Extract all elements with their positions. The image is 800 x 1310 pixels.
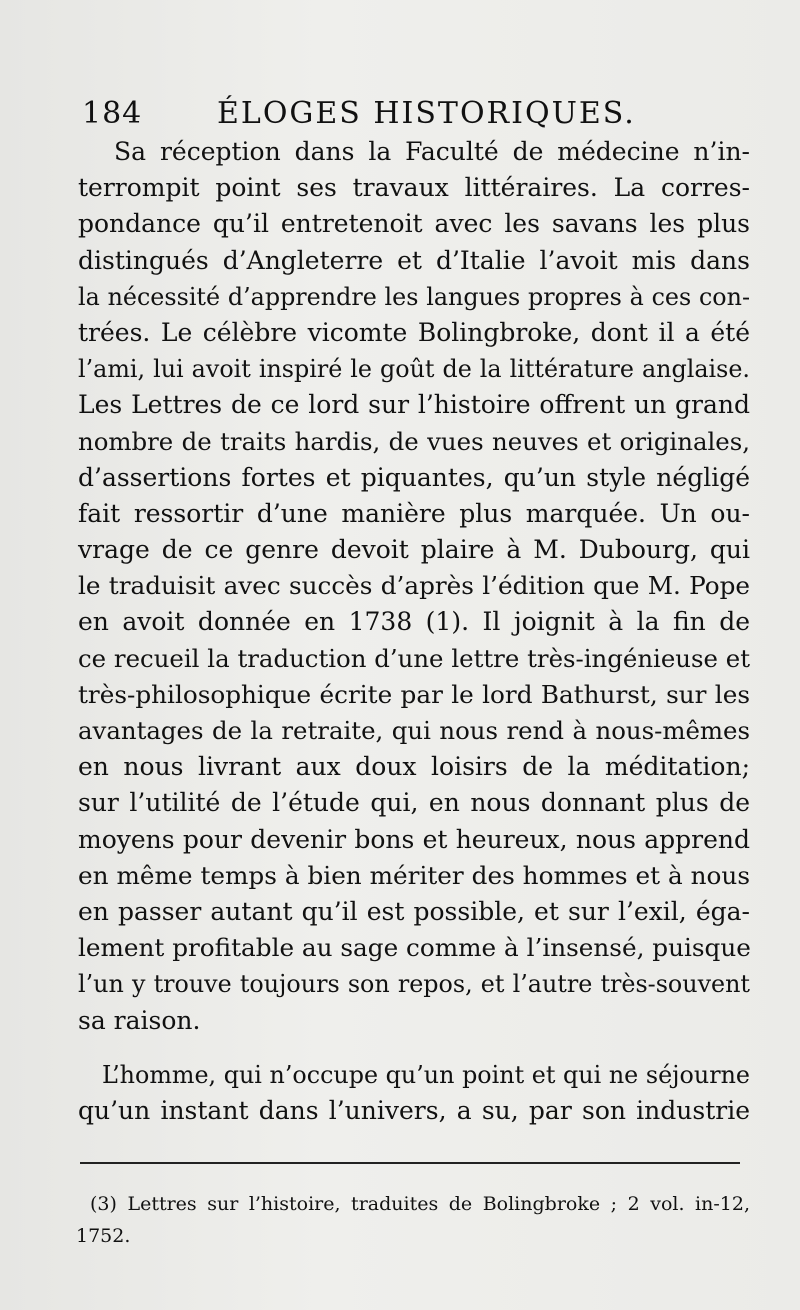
text-line: distingués d’Angleterre et d’Italie l’avoit mis dans	[78, 245, 750, 275]
page-number: 184	[82, 96, 143, 131]
text-line: le traduisit avec succès d’après l’édition que M. Pope	[78, 571, 750, 601]
text-line: fait ressortir d’une manière plus marquée. Un ou-	[78, 498, 750, 528]
text-line: sa raison.	[78, 1005, 201, 1035]
text-line: lement profitable au sage comme à l’insensé, puisque	[78, 933, 751, 963]
text-line: trées. Le célèbre vicomte Bolingbroke, dont il a été	[78, 317, 750, 347]
text-line: la nécessité d’apprendre les langues propres à ces con-	[78, 282, 750, 311]
text-line: vrage de ce genre devoit plaire à M. Dubourg, qui	[78, 535, 750, 565]
text-line: pondance qu’il entretenoit avec les savans les plus	[78, 209, 750, 239]
text-line: L’homme, qui n’occupe qu’un point et qui ne séjourne	[102, 1060, 750, 1089]
footnote-line: 1752.	[76, 1225, 131, 1247]
text-line: Sa réception dans la Faculté de médecine n’in-	[114, 137, 750, 166]
running-title: ÉLOGES HISTORIQUES.	[217, 96, 636, 131]
text-line: sur l’utilité de l’étude qui, en nous donnant plus de	[78, 788, 750, 818]
text-line: en passer autant qu’il est possible, et sur l’exil, éga-	[78, 896, 750, 926]
text-line: l’ami, lui avoit inspiré le goût de la littérature anglaise.	[78, 355, 750, 384]
text-line: d’assertions fortes et piquantes, qu’un style négligé	[78, 462, 750, 492]
text-line: en avoit donnée en 1738 (1). Il joignit à la fin de	[78, 607, 750, 637]
text-line: avantages de la retraite, qui nous rend à nous-mêmes	[78, 716, 750, 745]
text-line: terrompit point ses travaux littéraires. La corres-	[78, 173, 750, 203]
text-line: nombre de traits hardis, de vues neuves et originales,	[78, 426, 750, 456]
text-line: ce recueil la traduction d’une lettre très-ingénieuse et	[78, 643, 750, 673]
footnote-line: (3) Lettres sur l’histoire, traduites de Bolingbroke ; 2 vol. in-12,	[90, 1193, 750, 1215]
text-line: Les Lettres de ce lord sur l’histoire offrent un grand	[78, 390, 750, 420]
footnotes	[76, 1188, 750, 1252]
page-header	[82, 96, 642, 136]
text-line: très-philosophique écrite par le lord Bathurst, sur les	[78, 679, 750, 709]
paragraph-gap	[78, 1039, 750, 1057]
text-line: en nous livrant aux doux loisirs de la méditation;	[78, 752, 750, 782]
text-line: qu’un instant dans l’univers, a su, par son industrie	[78, 1095, 750, 1125]
text-line: moyens pour devenir bons et heureux, nous apprend	[78, 824, 750, 854]
text-line: l’un y trouve toujours son repos, et l’autre très-souvent	[78, 970, 750, 999]
text-line: en même temps à bien mériter des hommes et à nous	[78, 860, 750, 890]
footnote-rule	[80, 1162, 740, 1164]
body-text	[78, 134, 750, 1129]
